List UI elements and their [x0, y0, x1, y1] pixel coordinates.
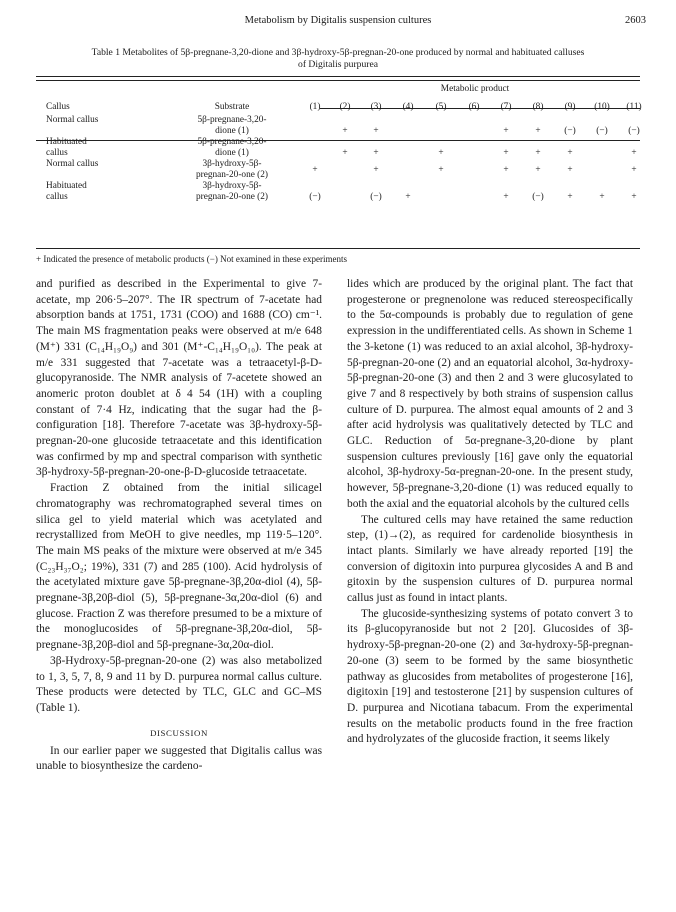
product-mark [458, 137, 490, 159]
table-row [36, 112, 650, 137]
product-mark: + [373, 148, 379, 158]
product-mark: (−) [628, 126, 640, 136]
product-column-header: (4) [402, 102, 414, 112]
callus-cell [36, 137, 164, 159]
table-top-rule-double [36, 80, 640, 81]
table-footnote: + Indicated the presence of metabolic products (−) Not examined in these experiments [36, 254, 348, 264]
substrate-text: 5β-pregnane-3,20- [197, 137, 267, 147]
substrate-text: 3β-hydroxy-5β- [202, 159, 262, 169]
product-mark [300, 112, 330, 137]
substrate-cell [164, 181, 300, 203]
table-caption [36, 47, 640, 71]
product-mark [392, 137, 424, 159]
product-mark: + [631, 148, 637, 158]
substrate-text: pregnan-20-one (2) [195, 192, 269, 202]
body-paragraph: lides which are produced by the original plant. The fact that progesterone or pregnenolone was reduced stereospecifically to the 5α-compounds is probably due to regulation of gene expression in the undifferentiated cells. As shown in Scheme 1 the 3-ketone (1) was reduced to an axial alcohol, 3β-hydroxy-5β-pregnan-20-one (2) and an equatorial alcohol, 3α-hydroxy-5β-pregnan-20-one (3) and then 2 and 3 were glucosylated to give 7 and 8 respectively by both strains of suspension callus culture of D. purpurea. The almost equal amounts of 2 and 3 after acid hydrolysis was qualitatively detected by TLC and GLC. Reduction of 5α-pregnane-3,20-dione by plant suspension cultures previously [16] gave only the equatorial alcohol, 3β-hydroxy-5α-pregnan-20-one. In the present study, however, 5β-pregnane-3,20-dione (1) was reduced equally to both the axial and the equatorial alcohols by the cultured cells [347, 278, 633, 510]
product-mark: + [438, 148, 444, 158]
product-mark: + [503, 148, 509, 158]
product-mark: + [342, 148, 348, 158]
table-row [36, 159, 650, 181]
product-mark: (−) [370, 192, 382, 202]
substrate-text: 3β-hydroxy-5β- [202, 181, 262, 191]
left-text-column [36, 277, 322, 775]
product-mark: (−) [309, 192, 321, 202]
table-row [36, 137, 650, 159]
callus-column-header: Callus [46, 102, 70, 112]
product-mark: + [503, 192, 509, 202]
product-mark: + [373, 126, 379, 136]
product-mark: + [631, 192, 637, 202]
substrate-text: pregnan-20-one (2) [195, 170, 269, 180]
table-bottom-rule [36, 248, 640, 249]
product-mark [458, 159, 490, 181]
substrate-text: dione (1) [215, 148, 249, 158]
substrate-cell [164, 137, 300, 159]
table-top-rule [36, 76, 640, 77]
product-mark: + [503, 126, 509, 136]
product-mark [586, 159, 618, 181]
product-column-header: (3) [370, 102, 382, 112]
callus-cell [36, 159, 164, 181]
metabolic-product-header: Metabolic product [440, 84, 510, 94]
product-mark: + [438, 164, 444, 175]
product-column-header: (11) [626, 102, 642, 112]
product-mark: + [312, 164, 318, 175]
product-mark: + [535, 148, 541, 158]
callus-text: Normal callus [46, 115, 99, 125]
page-number: 2603 [625, 15, 646, 26]
product-mark: (−) [564, 126, 576, 136]
product-mark: (−) [532, 192, 544, 202]
product-mark: + [373, 164, 379, 175]
callus-text: Habituated [46, 181, 87, 191]
product-column-header: (8) [532, 102, 544, 112]
metabolites-table [36, 84, 650, 203]
product-mark [392, 159, 424, 181]
callus-text: Habituated [46, 137, 87, 147]
running-title: Metabolism by Digitalis suspension cultures [244, 15, 432, 26]
product-mark [458, 112, 490, 137]
substrate-column-header: Substrate [214, 102, 250, 112]
product-mark: + [567, 148, 573, 158]
product-mark [424, 181, 458, 203]
callus-text: callus [46, 148, 68, 158]
product-column-header: (7) [500, 102, 512, 112]
product-mark: + [503, 164, 509, 175]
right-text-column [347, 277, 633, 748]
product-mark: + [567, 192, 573, 202]
product-column-header: (9) [564, 102, 576, 112]
callus-cell [36, 181, 164, 203]
product-column-header: (5) [435, 102, 447, 112]
substrate-text: dione (1) [215, 126, 249, 136]
body-paragraph: The glucoside-synthesizing systems of potato convert 3 to its β-glucopyranoside but not 2 [20]. Glucosides of 3β-hydroxy-5β-pregnan-20-one (2) and 3α-hydroxy-5β-pregnan-20-one (3) seem to be formed by the same biosynthetic pathway as glucosides from metabolites of progesterone [16], digitoxin [19] and testosterone [21] by suspension cultures of D. purpurea and Nicotiana tabacum. From the experimental results on the metabolic products found in the free fraction and hydrolyzates of the glucoside fraction, it seems likely [347, 607, 633, 746]
product-mark [586, 137, 618, 159]
body-paragraph: In our earlier paper we suggested that Digitalis callus was unable to biosynthesize the cardeno- [36, 744, 322, 773]
product-mark: + [599, 192, 605, 202]
body-paragraph: and purified as described in the Experimental to give 7-acetate, mp 206·5–207°. The IR spectrum of 7-acetate had absorption bands at 1751, 1731 (COO) and 1688 (CO) cm⁻¹. The main MS fragmentation peaks were observed at m/e 648 (M⁺) 331 (C₁₄H₁₉O₉) and 301 (M⁺-C₁₄H₁₉O₁₀). The peak at m/e 331 suggested that 7-acetate was a tetraacetyl-β-D-glucopyranoside. The NMR analysis of 7-acetete showed an anomeric proton doublet at δ 4 54 (1H) with a coupling constant of 7·4 Hz, indicating that the sugar had the β-configuration [18]. Therefore 7-acetate was 3β-hydroxy-5β-pregnan-20-one glucoside tetraacetate and this identification was confirmed by mp and spectral comparison with synthetic 3β-hydroxy-5β-pregnan-20-one-β-D-glucoside tetraacetate. [36, 278, 322, 479]
section-heading-discussion: DISCUSSION [150, 727, 208, 738]
body-paragraph: The cultured cells may have retained the same reduction step, (1)→(2), as required for cardenolide biosynthesis in intact plants. Similarly we have already reported [19] the conversion of digitoxin into purpurea glycosides A and B and gitoxin by the suspension cultures of D. purpurea normal callus just as found in intact plants. [347, 513, 633, 605]
product-mark [458, 181, 490, 203]
running-head [30, 15, 646, 31]
product-mark: + [631, 164, 637, 175]
product-mark [424, 112, 458, 137]
table-caption-line-1: Table 1 Metabolites of 5β-pregnane-3,20-dione and 3β-hydroxy-5β-pregnan-20-one produced by normal and habituated calluses [91, 47, 585, 58]
body-paragraph: Fraction Z obtained from the initial silicagel chromatography was rechromatographed several times on silica gel to yield material which was acetylated and recrystallized from MeOH to give needles, mp 119·5–120°. The main MS peaks of the mixture were observed at m/e 345 (C₂₃H₃₇O₂; 19%), 331 (7) and 285 (100). Acid hydrolysis of the acetylated mixture gave 5β-pregnane-3β,20α-diol (4), 5β-pregnane-3β,20β-diol (5), 5β-pregnane-3α,20α-diol (6) and glucose. Fraction Z was therefore presumed to be a mixture of the monoglucosides of 5β-pregnane-3β,20α-diol, 5β-pregnane-3β,20β-diol and 5β-pregnane-3α,20α-diol. [36, 482, 322, 652]
product-mark: + [535, 126, 541, 136]
callus-cell [36, 112, 164, 137]
product-mark: + [342, 126, 348, 136]
product-column-header: (10) [594, 102, 610, 112]
product-mark: + [535, 164, 541, 175]
product-column-header: (1) [309, 102, 321, 112]
substrate-cell [164, 159, 300, 181]
substrate-text: 5β-pregnane-3,20- [197, 115, 267, 125]
product-mark [330, 159, 360, 181]
table-row [36, 181, 650, 203]
product-mark [392, 112, 424, 137]
product-mark [300, 137, 330, 159]
callus-text: callus [46, 192, 68, 202]
product-column-header: (6) [468, 102, 480, 112]
product-column-header: (2) [339, 102, 351, 112]
product-mark: + [405, 192, 411, 202]
body-paragraph: 3β-Hydroxy-5β-pregnan-20-one (2) was also metabolized to 1, 3, 5, 7, 8, 9 and 11 by D. purpurea normal callus culture. These products were detected by TLC, GLC and GC–MS (Table 1). [36, 654, 322, 714]
callus-text: Normal callus [46, 159, 99, 169]
substrate-cell [164, 112, 300, 137]
table-caption-line-2: of Digitalis purpurea [298, 59, 378, 70]
product-mark: (−) [596, 126, 608, 136]
product-mark: + [567, 164, 573, 175]
product-mark [330, 181, 360, 203]
